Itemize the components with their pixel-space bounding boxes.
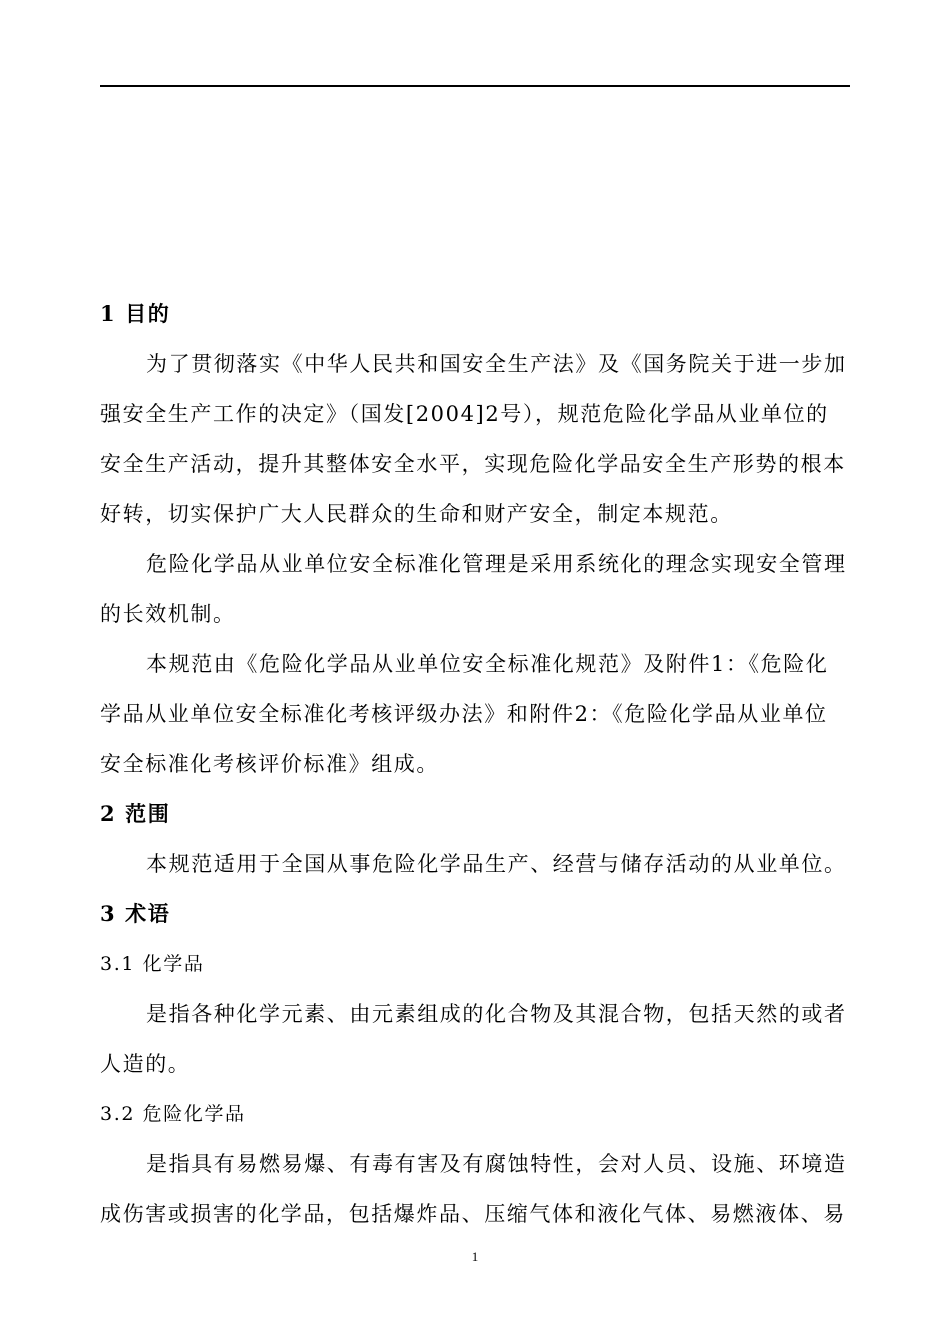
paragraph-line: 安全生产活动，提升其整体安全水平，实现危险化学品安全生产形势的根本 xyxy=(100,452,846,476)
section-heading: 2 范围 xyxy=(100,801,171,826)
header-rule xyxy=(100,85,850,87)
paragraph-line: 是指各种化学元素、由元素组成的化合物及其混合物，包括天然的或者 xyxy=(146,1002,847,1026)
paragraph-line: 学品从业单位安全标准化考核评级办法》和附件2：《危险化学品从业单位 xyxy=(100,702,828,726)
paragraph-line: 危险化学品从业单位安全标准化管理是采用系统化的理念实现安全管理 xyxy=(146,552,847,576)
section-heading: 1 目的 xyxy=(100,301,171,326)
section-heading: 3 术语 xyxy=(100,901,171,926)
subsection-title: 3.1 化学品 xyxy=(100,953,205,975)
paragraph-line: 强安全生产工作的决定》（国发[2004]2号），规范危险化学品从业单位的 xyxy=(100,402,829,426)
paragraph-line: 的长效机制。 xyxy=(100,602,236,626)
subsection-title: 3.2 危险化学品 xyxy=(100,1103,246,1125)
paragraph-line: 人造的。 xyxy=(100,1052,191,1076)
paragraph-line: 是指具有易燃易爆、有毒有害及有腐蚀特性，会对人员、设施、环境造 xyxy=(146,1152,847,1176)
paragraph-line: 本规范由《危险化学品从业单位安全标准化规范》及附件1：《危险化 xyxy=(146,652,829,676)
paragraph-line: 本规范适用于全国从事危险化学品生产、经营与储存活动的从业单位。 xyxy=(146,852,847,876)
paragraph-line: 好转，切实保护广大人民群众的生命和财产安全，制定本规范。 xyxy=(100,502,733,526)
paragraph-line: 成伤害或损害的化学品，包括爆炸品、压缩气体和液化气体、易燃液体、易 xyxy=(100,1202,846,1226)
page-number: 1 xyxy=(471,1249,479,1264)
paragraph-line: 安全标准化考核评价标准》组成。 xyxy=(100,752,439,776)
paragraph-line: 为了贯彻落实《中华人民共和国安全生产法》及《国务院关于进一步加 xyxy=(146,352,847,376)
